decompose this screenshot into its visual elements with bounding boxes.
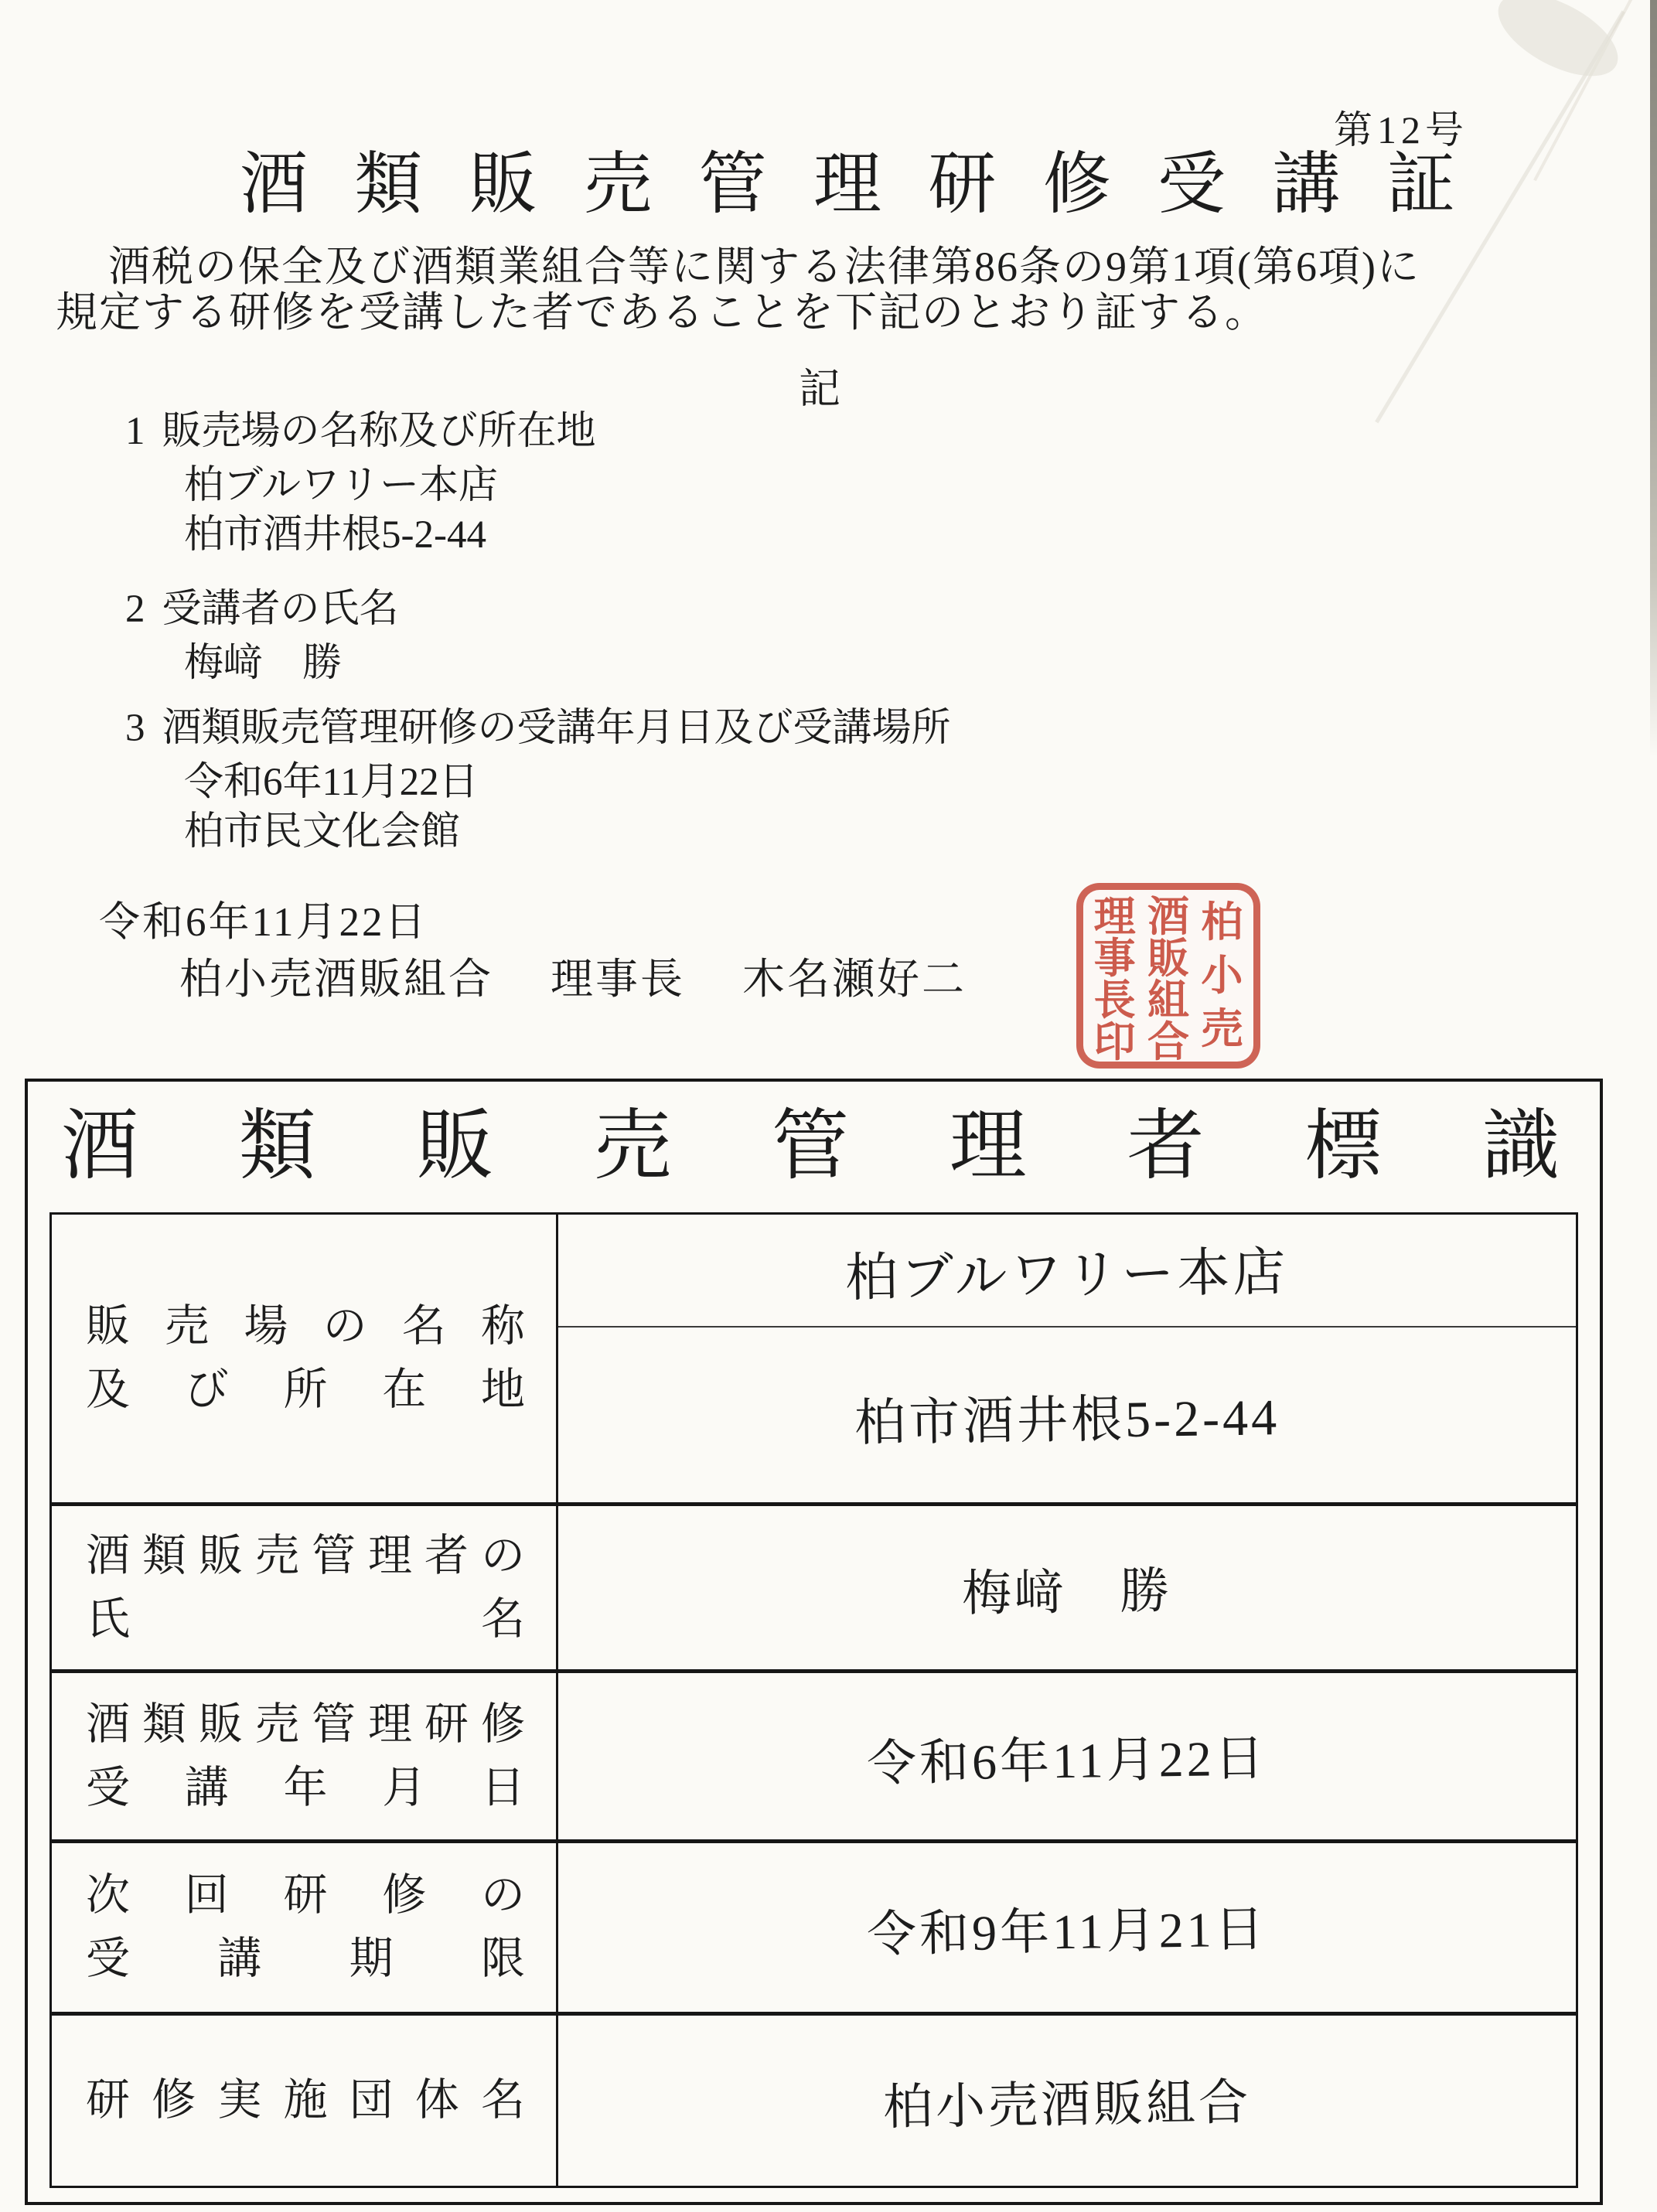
row-label [52,1506,558,1669]
item-label: 販売場の名称及び所在地 [162,410,596,453]
item-number: 3 [125,707,145,750]
row-label-line: 酒 類 販 売 管 理 研 修 [86,1699,525,1749]
list-item-head [125,704,951,753]
row-label-line: 次 回 研 修 の [86,1871,525,1920]
scan-smudge [1485,0,1631,93]
scan-edge-shadow [1650,0,1657,758]
item-label: 酒類販売管理研修の受講年月日及び受講場所 [162,707,951,750]
law-citation-line1: 酒税の保全及び酒類業組合等に関する法律第86条の9第1項(第6項)に [108,244,1420,290]
row-label [52,1673,558,1839]
law-citation [56,244,1602,336]
certificate-number: 第12号 [1334,108,1468,152]
table-row-next-deadline [52,1839,1576,2012]
row-label [52,1843,558,2012]
training-date-text: 令和6年11月22日 [866,1730,1268,1791]
list-item-2 [125,585,399,688]
seal-column: 酒 販 組 合 [1147,894,1189,1065]
issuer-seal [1076,883,1260,1069]
row-label-line: 販 売 場 の 名 称 [86,1302,525,1351]
premises-address [558,1328,1576,1502]
list-item-3 [125,704,951,857]
table-row-training-date [52,1669,1576,1839]
item-value: 梅﨑 勝 [184,642,343,685]
issuer-role: 理事長 [551,956,686,1003]
premises-name [558,1215,1576,1328]
premises-address-text: 柏市酒井根5-2-44 [854,1389,1280,1452]
row-label [52,2016,558,2186]
table-row-manager-name [52,1502,1576,1669]
row-value [558,1843,1576,2012]
item-value: 柏ブルワリー本店 [184,464,498,507]
issuer-name: 木名瀬好二 [742,956,967,1003]
item-value: 柏市民文化会館 [184,810,461,854]
item-number: 1 [125,410,145,453]
row-value [558,1673,1576,1839]
item-number: 2 [125,588,145,631]
row-label-line: 酒 類 販 売 管 理 者 の [86,1531,525,1580]
certificate-title: 酒 類 販 売 管 理 研 修 受 講 証 [240,148,1455,223]
issuer-line [179,945,967,1006]
manager-name-text: 梅﨑 勝 [961,1563,1173,1621]
row-label-line: 研 修 実 施 団 体 名 [86,2076,525,2125]
seal-column: 柏 小 売 [1201,899,1243,1052]
row-label [52,1215,558,1502]
row-value [558,1506,1576,1669]
sign-board-title: 酒 類 販 売 管 理 者 標 識 [61,1103,1560,1189]
ki-heading: 記 [799,366,840,412]
sign-board [25,1079,1603,2205]
next-deadline-text: 令和9年11月21日 [866,1901,1268,1962]
premises-name-text: 柏ブルワリー本店 [844,1242,1290,1307]
training-org-text: 柏小売酒販組合 [882,2074,1252,2135]
list-item-head [125,407,596,456]
item-label: 受講者の氏名 [162,588,399,631]
table-row-premises [52,1215,1576,1502]
row-value [558,1215,1576,1502]
list-item-head [125,585,399,634]
issue-date: 令和6年11月22日 [99,900,428,945]
law-citation-line2: 規定する研修を受講した者であることを下記のとおり証する。 [56,289,1268,336]
seal-column: 理 事 長 印 [1093,894,1136,1065]
table-row-training-org [52,2012,1576,2186]
row-label-line: 受 講 期 限 [86,1934,525,1983]
sign-board-table [49,1212,1578,2188]
item-value: 令和6年11月22日 [184,761,479,804]
list-item-1 [125,407,596,560]
row-label-line: 氏 名 [86,1594,525,1644]
row-value [558,2016,1576,2186]
row-label-line: 及 び 所 在 地 [86,1365,525,1414]
issuer-organization: 柏小売酒販組合 [179,956,494,1003]
item-value: 柏市酒井根5-2-44 [184,513,486,557]
row-label-line: 受 講 年 月 日 [86,1763,525,1812]
